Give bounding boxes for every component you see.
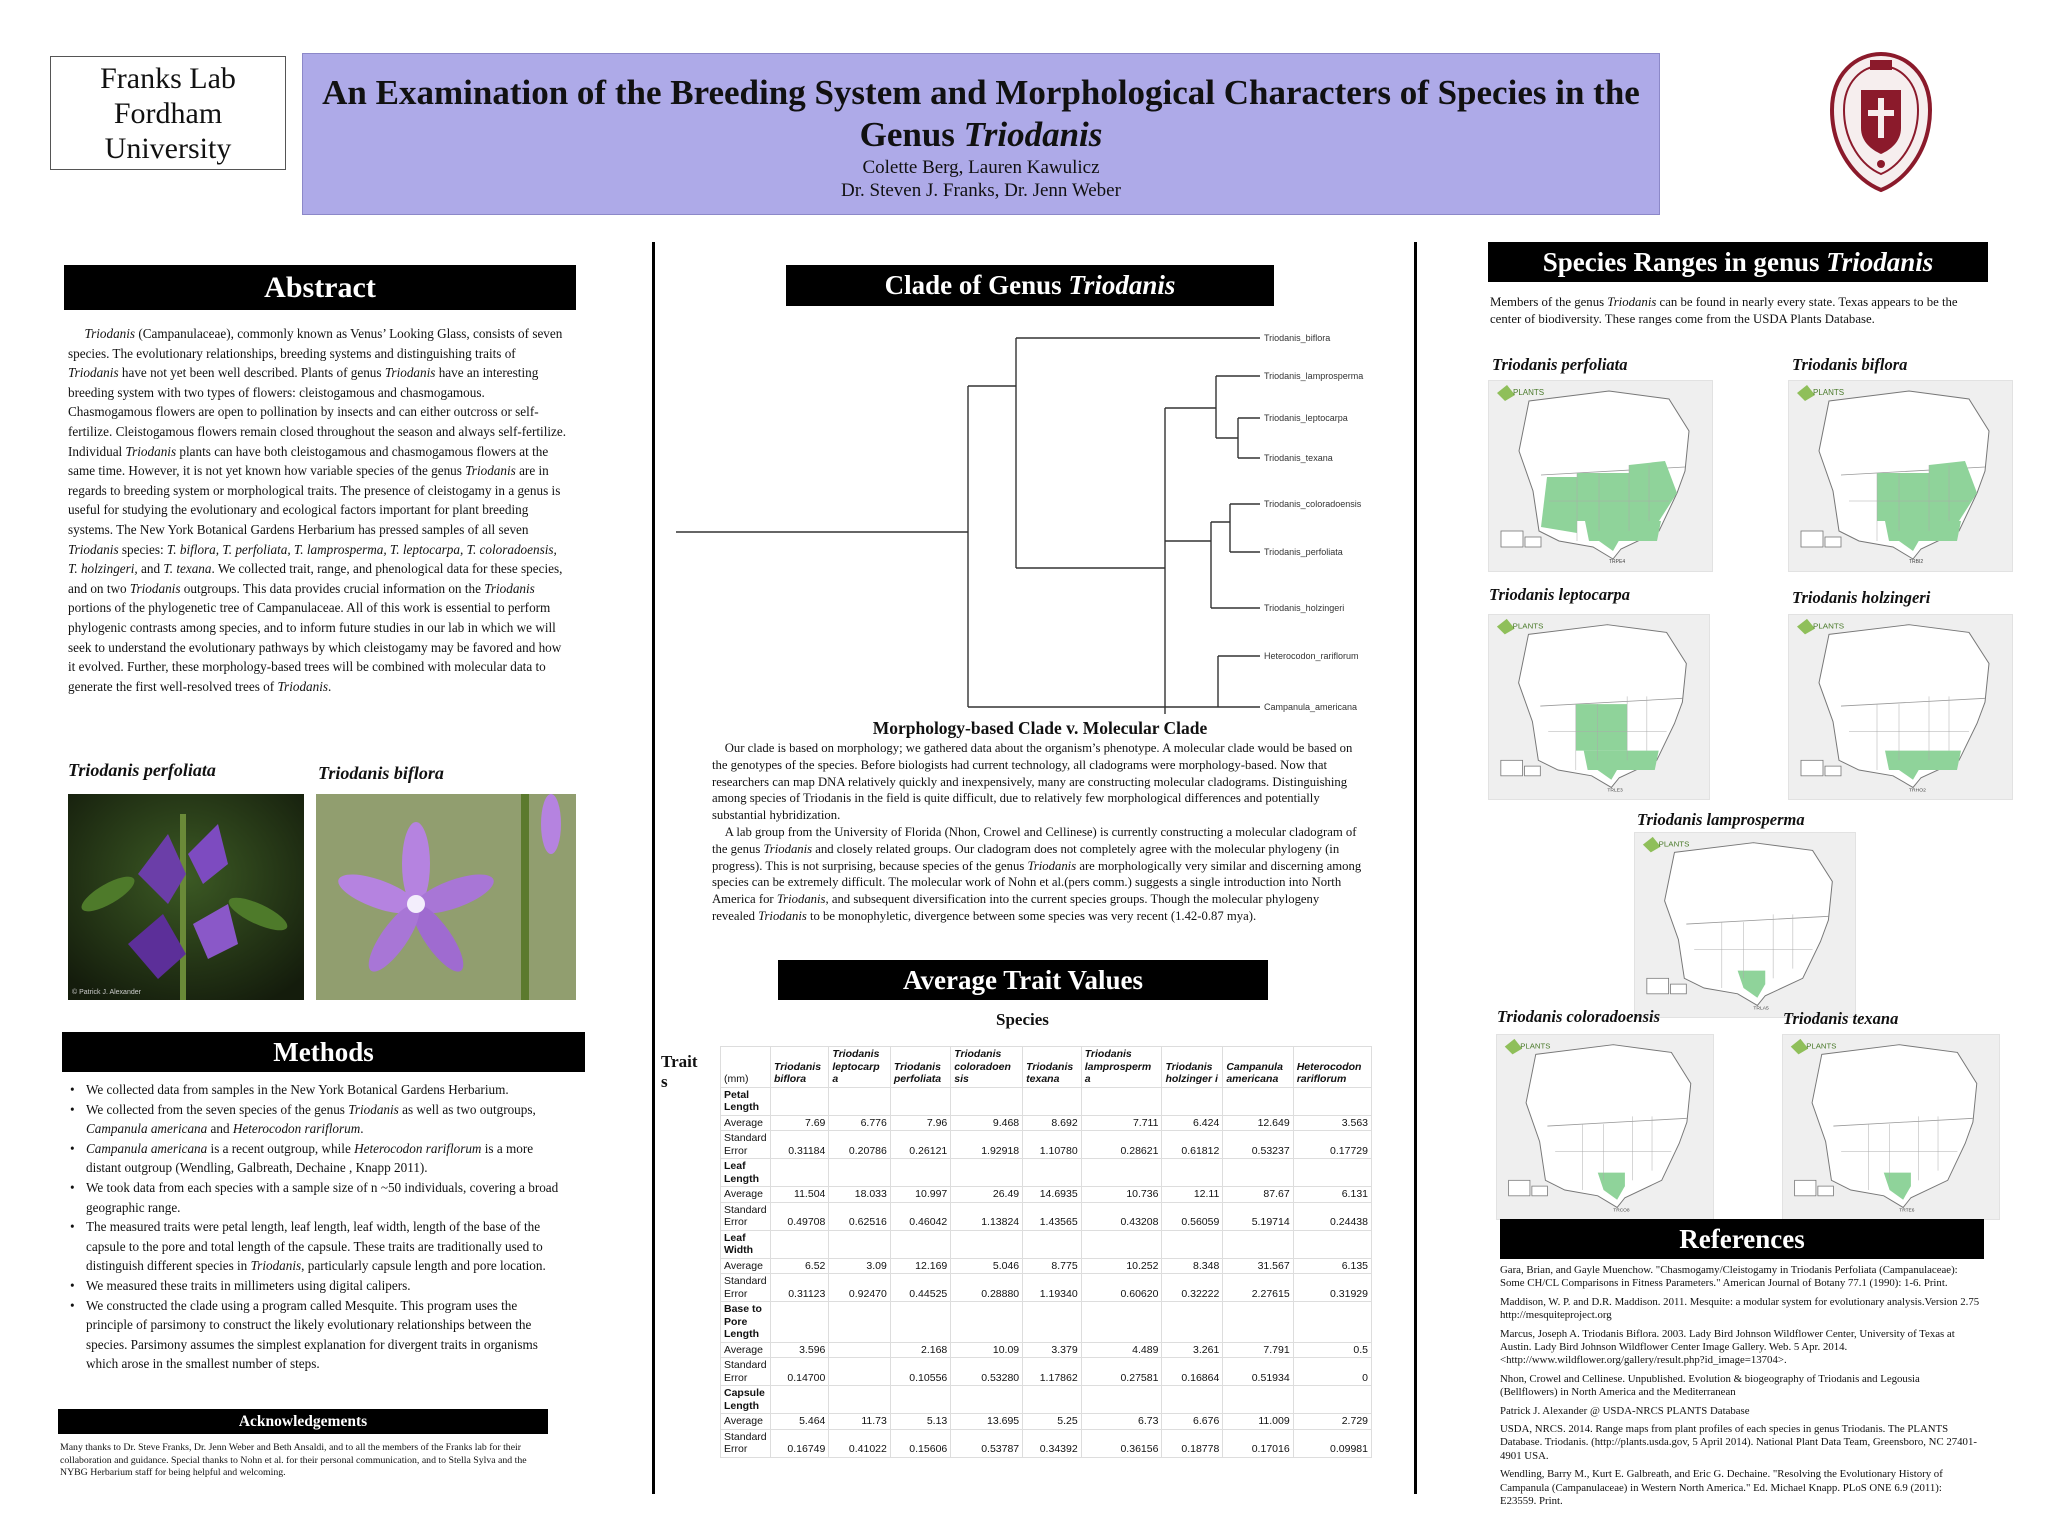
table-cell: 87.67 [1223,1187,1293,1203]
table-cell [1223,1302,1293,1343]
perfoliata-photo [68,794,304,1000]
table-cell: 5.19714 [1223,1202,1293,1230]
map-code: TRLA5 [1753,1006,1769,1012]
table-cell: 5.13 [890,1414,950,1430]
table-cell: 12.649 [1223,1115,1293,1131]
table-cell [1162,1386,1223,1414]
table-cell: 0.62516 [829,1202,890,1230]
leaf-label: Triodanis_holzingeri [1264,603,1345,613]
table-cell [1162,1230,1223,1258]
abstract-text: Triodanis (Campanulaceae), commonly known as Venus’ Looking Glass, consists of seven species. The evolutionary relationships, breeding systems and distinguishing traits of Triodanis have not yet been well described. Plants of genus Triodanis have an interesting breeding system with two types of flowers: cleistogamous and chasmogamous. Chasmogamous flowers are open to pollination by insects and can either outcross or self-fertilize. Cleistogamous flowers remain closed throughout the season and always self-fertilize. Individual Triodanis plants can have both cleistogamous and chasmogamous flowers at the same time. However, it is not yet known how variable species of the genus Triodanis are in regards to breeding system or morphological traits. The presence of cleistogamy in a genus is useful for studying the evolutionary and ecological factors important for plant breeding systems. The New York Botanical Gardens Herbarium has pressed samples of all seven Triodanis species: T. biflora, T. perfoliata, T. lamprosperma, T. leptocarpa, T. coloradoensis, T. holzingeri, and T. texana. We collected trait, range, and phenological data for these species, and on two Triodanis outgroups. This data provides crucial information on the Triodanis portions of the phylogenetic tree of Campanulaceae. All of this work is essential to perform phylogenic contrasts among species, and to inform future studies in our lab in which we will seek to understand the evolutionary pathways by which cleistogamy may be favored and how it evolved. Further, these morphology-based trees will be combined with molecular data to generate the first well-resolved trees of Triodanis. [68,326,567,694]
table-cell: 0.26121 [890,1131,950,1159]
cladogram [670,318,1410,718]
photo-label-perfoliata: Triodanis perfoliata [68,760,216,780]
table-cell: 0.53280 [951,1358,1023,1386]
methods-heading: Methods [62,1032,585,1072]
row-label: Standard Error [721,1358,771,1386]
references-heading: References [1500,1219,1984,1259]
table-cell: 0.41022 [829,1429,890,1457]
table-row [721,1159,1372,1187]
row-label: Average [721,1187,771,1203]
table-cell: 5.25 [1023,1414,1082,1430]
table-cell: 8.775 [1023,1258,1082,1274]
table-cell: 14.6935 [1023,1187,1082,1203]
row-label: Base to Pore Length [721,1302,771,1343]
table-cell: 13.695 [951,1414,1023,1430]
column-header: Triodanis coloradoen sis [951,1047,1023,1088]
table-cell: 7.791 [1223,1342,1293,1358]
table-cell: 11.009 [1223,1414,1293,1430]
table-cell [1162,1302,1223,1343]
table-cell: 6.52 [771,1258,829,1274]
table-cell: 0.5 [1293,1342,1371,1358]
reference-item: Marcus, Joseph A. Triodanis Biflora. 2003. Lady Bird Johnson Wildflower Center, University of Texas at Austin. Lady Bird Johnson Wildflower Center Image Gallery. Web. 5 Apr. 2014. <http://www.wildflower.org/gallery/result.php?id_image=13704>. [1500,1327,1955,1367]
table-cell [829,1230,890,1258]
table-cell: 9.468 [951,1115,1023,1131]
table-row [721,1274,1372,1302]
table-cell: 1.43565 [1023,1202,1082,1230]
table-cell [1293,1302,1371,1343]
range-map [1788,614,2013,800]
acknowledgements-text: Many thanks to Dr. Steve Franks, Dr. Jenn Weber and Beth Ansaldi, and to all the members of the Franks lab for their collaboration and guidance. Special thanks to Nohn et al. for their personal communication, and to Stella Sylva and the NYBG Herbarium staff for being helpful and welcoming. [60,1442,527,1478]
list-item: • We constructed the clade using a program called Mesquite. This program uses the principle of parsimony to construct the likely evolutionary relationships between the species. Parsimony assumes the simplest explanation for divergent traits in organisms which arose in the smallest number of steps. [66,1296,566,1374]
table-cell [1081,1230,1162,1258]
table-cell: 2.729 [1293,1414,1371,1430]
table-cell: 3.563 [1293,1115,1371,1131]
table-cell [771,1230,829,1258]
row-label: Standard Error [721,1202,771,1230]
ranges-heading-prefix: Species Ranges in genus [1542,247,1820,277]
table-cell: 0.51934 [1223,1358,1293,1386]
traits-table-wrap [720,1046,1372,1458]
table-cell [951,1230,1023,1258]
table-cell: 0.53787 [951,1429,1023,1457]
map-label: Triodanis perfoliata [1492,355,1628,374]
photo-label-biflora: Triodanis biflora [318,763,444,783]
map-code: TRTE6 [1899,1208,1915,1214]
leaf-label: Triodanis_leptocarpa [1264,413,1348,423]
table-cell: 0.16749 [771,1429,829,1457]
poster-title [303,72,1659,156]
table-cell: 0.31123 [771,1274,829,1302]
traits-row-label: Trait s [661,1052,698,1091]
clade-text: Our clade is based on morphology; we gathered data about the organism’s phenotype. A molecular clade would be based on the genotypes of the species. Before biologists had current technology, all cladograms were morphology-based. Now that researchers can map DNA relatively quickly and inexpensively, many are constructing molecular cladograms. Distinguishing among species of Triodanis in the field is quite difficult, due to relatively few morphological differences and potentially substantial hybridization. A lab group from the University of Florida (Nhon, Crowel and Cellinese) is currently constructing a molecular cladogram of the genus Triodanis and closely related groups. Our cladogram does not completely agree with the molecular phylogeny (in progress). This is not surprising, because species of the genus Triodanis are morphologically very similar and discerning among species can be extremely difficult. The molecular work of Nohn et al.(pers comm.) suggests a single introduction into North America for Triodanis, and subsequent diversification into the current species groups. Though the molecular phylogeny revealed Triodanis to be monophyletic, divergence between some species was very recent (1.42-0.87 mya). [712,741,1362,923]
table-cell [951,1159,1023,1187]
reference-item: Patrick J. Alexander @ USDA-NRCS PLANTS Database [1500,1404,1750,1417]
plants-logo-text: PLANTS [1512,621,1544,631]
map-label: Triodanis coloradoensis [1497,1007,1661,1026]
table-row [721,1302,1372,1343]
table-cell: 0.24438 [1293,1202,1371,1230]
table-cell: 1.92918 [951,1131,1023,1159]
row-label: Leaf Length [721,1159,771,1187]
table-cell: 2.168 [890,1342,950,1358]
table-row [721,1230,1372,1258]
table-cell: 0.53237 [1223,1131,1293,1159]
table-row [721,1115,1372,1131]
unit-header: (mm) [721,1047,771,1088]
range-map [1488,380,1713,572]
clade-heading [786,265,1274,306]
row-label: Leaf Width [721,1230,771,1258]
map-code: TRLE3 [1607,788,1623,794]
authors-line1: Colette Berg, Lauren Kawulicz [862,157,1100,178]
title-line1: An Examination of the Breeding System and Morphological Characters of Species in the [322,73,1640,112]
plants-logo-text: PLANTS [1658,839,1690,849]
table-cell: 0.17016 [1223,1429,1293,1457]
table-cell [1293,1230,1371,1258]
row-label: Average [721,1342,771,1358]
table-row [721,1414,1372,1430]
table-cell [1023,1159,1082,1187]
column-header: Triodanis lamprosperm a [1081,1047,1162,1088]
table-cell: 0.56059 [1162,1202,1223,1230]
table-cell: 0 [1293,1358,1371,1386]
table-cell: 0.14700 [771,1358,829,1386]
table-cell [890,1386,950,1414]
map-label: Triodanis holzingeri [1792,588,1931,607]
table-cell: 0.27581 [1081,1358,1162,1386]
table-row [721,1429,1372,1457]
column-divider-left [652,242,655,1494]
reference-item: USDA, NRCS. 2014. Range maps from plant profiles of each species in genus Triodanis. The PLANTS Database. Triodanis. (http://plants.usda.gov, 5 April 2014). National Plant Data Team, Greensboro, NC 27401-4901 USA. [1500,1423,1977,1462]
table-cell [1023,1302,1082,1343]
leaf-label: Heterocodon_rariflorum [1264,651,1359,661]
table-cell [1081,1386,1162,1414]
references-list [1500,1264,1980,1514]
leaf-label: Triodanis_lamprosperma [1264,371,1364,381]
lab-university-line1: Fordham [113,97,223,130]
table-cell: 1.17862 [1023,1358,1082,1386]
table-row [721,1202,1372,1230]
table-cell [951,1087,1023,1115]
table-cell [1162,1159,1223,1187]
lab-name: Franks Lab [100,62,236,95]
table-cell: 0.49708 [771,1202,829,1230]
leaf-label: Campanula_americana [1264,702,1358,712]
plants-logo-text: PLANTS [1520,1041,1551,1051]
reference-item: Maddison, W. P. and D.R. Maddison. 2011. Mesquite: a modular system for evolutionary analysis.Version 2.75 http://mesquiteproject.org [1500,1295,1980,1322]
column-header: Triodanis perfoliata [890,1047,950,1088]
table-cell [951,1302,1023,1343]
table-cell [771,1386,829,1414]
title-genus-name: Triodanis [963,115,1103,154]
traits-species-label: Species [996,1010,1049,1029]
row-label: Average [721,1258,771,1274]
table-cell: 0.92470 [829,1274,890,1302]
list-item: • We collected from the seven species of the genus Triodanis as well as two outgroups, Campanula americana and Heterocodon rariflorum. [66,1100,566,1139]
map-label: Triodanis leptocarpa [1489,585,1631,604]
clade-heading-genus: Triodanis [1068,270,1176,300]
table-cell: 3.379 [1023,1342,1082,1358]
table-cell: 5.464 [771,1414,829,1430]
table-cell: 10.252 [1081,1258,1162,1274]
table-cell: 0.36156 [1081,1429,1162,1457]
table-cell [1023,1087,1082,1115]
table-cell: 6.424 [1162,1115,1223,1131]
range-map [1634,832,1856,1018]
table-cell: 6.135 [1293,1258,1371,1274]
ranges-heading [1488,242,1988,282]
table-cell [1293,1386,1371,1414]
table-cell [951,1386,1023,1414]
table-cell: 6.73 [1081,1414,1162,1430]
table-cell: 8.692 [1023,1115,1082,1131]
row-label: Standard Error [721,1274,771,1302]
table-row [721,1386,1372,1414]
reference-item: Nhon, Crowel and Cellinese. Unpublished. Evolution & biogeography of Triodanis and Legousia (Bellflowers) in North America and the Mediterranean [1500,1372,1920,1399]
biflora-photo [316,794,576,1000]
table-cell: 4.489 [1081,1342,1162,1358]
range-map [1488,614,1710,800]
table-cell [1223,1230,1293,1258]
table-cell [1223,1087,1293,1115]
row-label: Capsule Length [721,1386,771,1414]
table-cell: 7.69 [771,1115,829,1131]
table-cell [1023,1386,1082,1414]
table-cell: 11.504 [771,1187,829,1203]
range-map [1788,380,2013,572]
table-cell [829,1386,890,1414]
table-cell: 0.18778 [1162,1429,1223,1457]
table-cell: 5.046 [951,1258,1023,1274]
table-cell: 12.11 [1162,1187,1223,1203]
table-cell: 0.28621 [1081,1131,1162,1159]
reference-item: Wendling, Barry M., Kurt E. Galbreath, and Eric G. Dechaine. "Resolving the Evolutionary History of Campanula (Campanulaceae) in Western North America." Ed. Michael Knapp. PLoS ONE 6.9 (2011): E23559. Print. [1500,1468,1943,1508]
table-cell [1223,1159,1293,1187]
column-header: Triodanis texana [1023,1047,1082,1088]
traits-heading: Average Trait Values [778,960,1268,1000]
table-cell [1293,1159,1371,1187]
table-cell: 3.09 [829,1258,890,1274]
clade-heading-prefix: Clade of Genus [884,270,1062,300]
table-cell [1081,1159,1162,1187]
leaf-label: Triodanis_coloradoensis [1264,499,1362,509]
table-cell: 3.596 [771,1342,829,1358]
row-label: Average [721,1414,771,1430]
table-cell [829,1087,890,1115]
table-cell: 6.131 [1293,1187,1371,1203]
table-header-row [721,1047,1372,1088]
table-row [721,1131,1372,1159]
table-cell: 1.19340 [1023,1274,1082,1302]
range-map [1782,1034,2000,1220]
ranges-intro: Members of the genus Triodanis can be found in nearly every state. Texas appears to be the center of biodiversity. These ranges come from the USDA Plants Database. [1490,295,1958,326]
table-cell: 2.27615 [1223,1274,1293,1302]
map-label: Triodanis lamprosperma [1637,810,1805,829]
table-cell [1081,1087,1162,1115]
column-header: Triodanis biflora [771,1047,829,1088]
table-cell: 0.61812 [1162,1131,1223,1159]
table-cell [829,1159,890,1187]
map-code: TRHO2 [1909,788,1926,794]
table-cell [829,1358,890,1386]
list-item: • We took data from each species with a sample size of n ~50 individuals, covering a broad geographic range. [66,1178,566,1217]
row-label: Standard Error [721,1429,771,1457]
clade-subheading: Morphology-based Clade v. Molecular Clade [872,718,1208,738]
table-cell: 1.10780 [1023,1131,1082,1159]
table-cell: 0.20786 [829,1131,890,1159]
table-cell [890,1302,950,1343]
table-cell: 0.60620 [1081,1274,1162,1302]
plants-logo-text: PLANTS [1813,388,1845,397]
photo-credit: © Patrick J. Alexander [72,989,141,996]
table-cell: 0.16864 [1162,1358,1223,1386]
title-genus-word: Genus [859,115,955,154]
table-cell: 10.997 [890,1187,950,1203]
list-item: • We collected data from samples in the New York Botanical Gardens Herbarium. [66,1080,566,1100]
table-cell: 0.09981 [1293,1429,1371,1457]
table-cell: 0.10556 [890,1358,950,1386]
column-header: Triodanis holzinger i [1162,1047,1223,1088]
range-map [1496,1034,1714,1220]
row-label: Average [721,1115,771,1131]
row-label: Standard Error [721,1131,771,1159]
table-cell: 0.44525 [890,1274,950,1302]
plants-logo-text: PLANTS [1806,1041,1837,1051]
table-cell [771,1159,829,1187]
table-cell [890,1159,950,1187]
university-seal-icon [1826,50,1936,195]
table-cell: 26.49 [951,1187,1023,1203]
methods-list [66,1080,566,1374]
lab-university-line2: University [104,132,232,165]
table-cell: 0.15606 [890,1429,950,1457]
map-label: Triodanis biflora [1792,355,1908,374]
plants-logo-text: PLANTS [1813,621,1845,631]
list-item: • We measured these traits in millimeters using digital calipers. [66,1276,566,1296]
table-cell [890,1087,950,1115]
list-item: • Campanula americana is a recent outgroup, while Heterocodon rariflorum is a more distant outgroup (Wendling, Galbreath, Dechaine , Knapp 2011). [66,1139,566,1178]
table-cell: 18.033 [829,1187,890,1203]
table-cell [1162,1087,1223,1115]
table-row [721,1258,1372,1274]
column-header: Campanula americana [1223,1047,1293,1088]
table-cell: 3.261 [1162,1342,1223,1358]
table-cell: 10.736 [1081,1187,1162,1203]
table-row [721,1087,1372,1115]
table-cell [890,1230,950,1258]
leaf-label: Triodanis_texana [1264,453,1333,463]
row-label: Petal Length [721,1087,771,1115]
table-cell [771,1087,829,1115]
table-row [721,1342,1372,1358]
table-cell: 0.31929 [1293,1274,1371,1302]
lab-name-box [50,56,286,170]
table-cell [771,1302,829,1343]
map-code: TRCO8 [1613,1208,1630,1214]
authors-line2: Dr. Steven J. Franks, Dr. Jenn Weber [841,180,1121,201]
table-cell: 12.169 [890,1258,950,1274]
table-cell: 0.17729 [1293,1131,1371,1159]
table-cell: 0.32222 [1162,1274,1223,1302]
table-cell: 10.09 [951,1342,1023,1358]
table-cell [1023,1230,1082,1258]
leaf-label: Triodanis_biflora [1264,333,1331,343]
table-cell: 8.348 [1162,1258,1223,1274]
column-header: Heterocodon rariflorum [1293,1047,1371,1088]
map-code: TRPE4 [1609,559,1626,565]
table-cell: 0.28880 [951,1274,1023,1302]
column-header: Triodanis leptocarp a [829,1047,890,1088]
table-cell: 6.776 [829,1115,890,1131]
table-row [721,1358,1372,1386]
column-divider-right [1414,242,1417,1494]
table-row [721,1187,1372,1203]
table-cell: 0.31184 [771,1131,829,1159]
ranges-heading-genus: Triodanis [1826,247,1934,277]
table-cell: 0.46042 [890,1202,950,1230]
table-cell [829,1302,890,1343]
map-code: TRBI2 [1909,559,1924,565]
table-cell: 1.13824 [951,1202,1023,1230]
table-cell: 7.711 [1081,1115,1162,1131]
table-cell: 0.34392 [1023,1429,1082,1457]
table-cell [1081,1302,1162,1343]
table-cell: 0.43208 [1081,1202,1162,1230]
table-cell [1293,1087,1371,1115]
table-cell: 6.676 [1162,1414,1223,1430]
table-cell: 7.96 [890,1115,950,1131]
leaf-label: Triodanis_perfoliata [1264,547,1343,557]
list-item: • The measured traits were petal length, leaf length, leaf width, length of the base of the capsule to the pore and total length of the capsule. These traits are traditionally used to distinguish different species in Triodanis, particularly capsule length and pore location. [66,1217,566,1276]
table-cell: 11.73 [829,1414,890,1430]
table-cell [829,1342,890,1358]
table-cell: 31.567 [1223,1258,1293,1274]
map-label: Triodanis texana [1783,1009,1899,1028]
acknowledgements-heading: Acknowledgements [58,1409,548,1434]
traits-table [720,1046,1372,1458]
plants-logo-text: PLANTS [1513,388,1545,397]
reference-item: Gara, Brian, and Gayle Muenchow. "Chasmogamy/Cleistogamy in Triodanis Perfoliata (Campanulaceae): Some CH/CL Comparisons in Fitness Parameters." American Journal of Botany 77.1 (1990): 1-6. Print. [1500,1264,1958,1290]
table-cell [1223,1386,1293,1414]
abstract-heading: Abstract [64,265,576,310]
title-banner [302,53,1660,215]
